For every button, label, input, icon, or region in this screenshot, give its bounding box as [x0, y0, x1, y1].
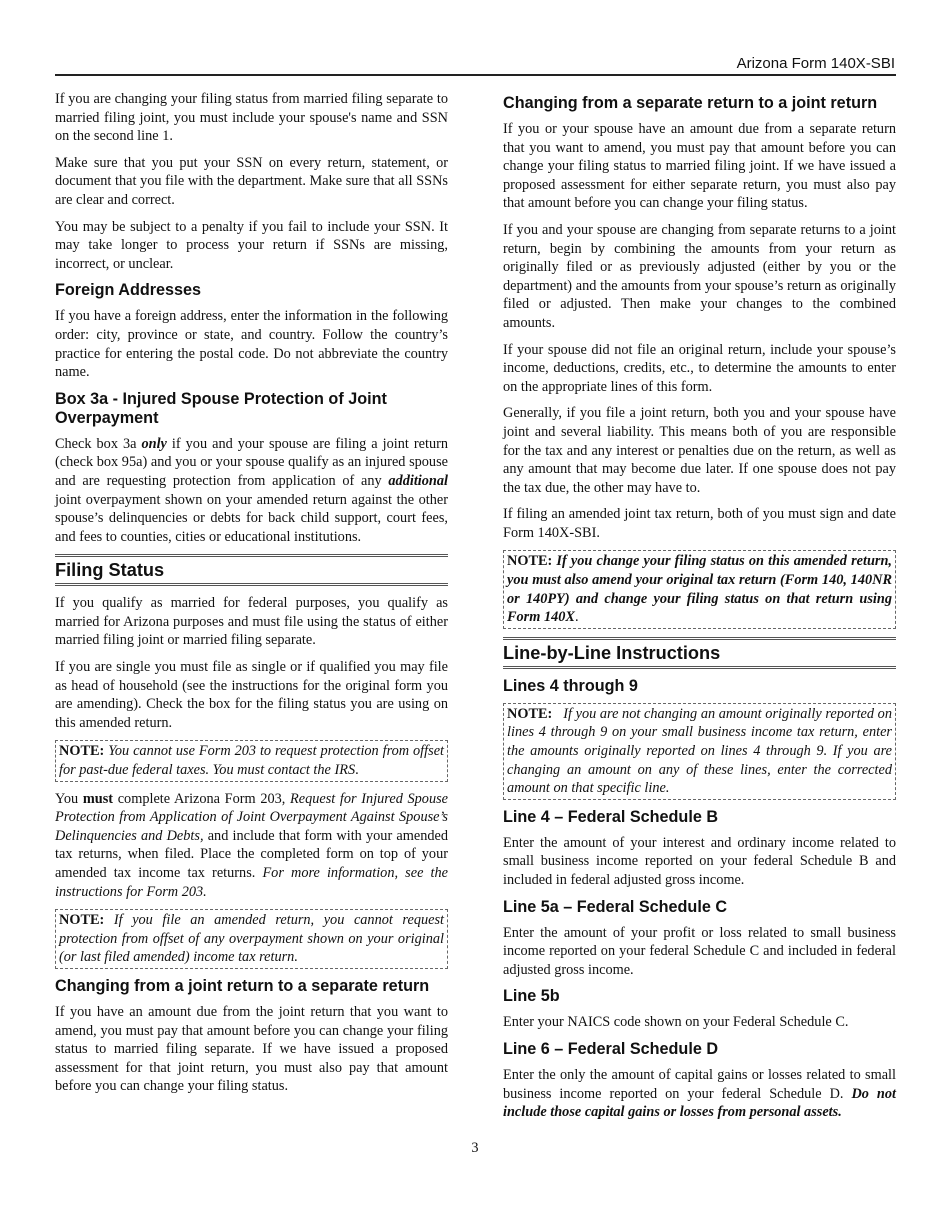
heading-lines-4-through-9: Lines 4 through 9 — [503, 676, 638, 695]
heading-separate-to-joint: Changing from a separate return to a joint return — [503, 94, 878, 112]
paragraph-amount-due: If you or your spouse have an amount due from a separate return that you want to amend, you must pay that amount before you can change your filing status to married filing joint. If we have issued a proposed assessment for either separate return, you must also pay that amount before you can change your filing status. — [503, 121, 896, 212]
note-label: NOTE: — [507, 705, 553, 722]
heading-joint-to-separate: Changing from a joint return to a separate return — [55, 976, 430, 995]
form-header: Arizona Form 140X-SBI — [736, 55, 895, 72]
paragraph-line-4: Enter the amount of your interest and ordinary income related to small business income reported on your federal Schedule B and included in federal adjusted gross income. — [503, 834, 896, 888]
note-label: NOTE: — [59, 912, 105, 929]
heading-foreign-addresses: Foreign Addresses — [55, 281, 202, 300]
paragraph-line-5a: Enter the amount of your profit or loss related to small business income reported on your federal Schedule C and included in federal adjusted gross income. — [503, 924, 896, 978]
paragraph-joint-liability: Generally, if you file a joint return, both you and your spouse have joint and several liability. This means both of you are responsible for the tax and any interest or penalties due on the return, as well as any amount that may become due later. If one spouse does not pay the tax due, the other may have to. — [503, 405, 896, 496]
heading-line-4: Line 4 – Federal Schedule B — [503, 807, 719, 826]
emphasis-only: only — [141, 435, 167, 452]
paragraph-box-3a: Check box 3a only if you and your spouse are filing a joint return (check box 95a) and you or your spouse qualify as an injured spouse and are requesting protection from application of any additional joint overpayment shown on your amended return against the other spouse’s delinquencies or debts for back child support, court fees, and fees to counties, cities or educational institutions. — [55, 435, 449, 545]
paragraph-form-203: You must complete Arizona Form 203, Request for Injured Spouse Protection from Application of Joint Overpayment Against Spouse’s Delinquencies and Debts, and include that form with your amended tax returns, when filed. Place the completed form on top of your amended tax income tax returns. For more information, see the instructions for Form 203. — [55, 790, 449, 900]
note-label: NOTE: — [507, 553, 553, 570]
heading-filing-status: Filing Status — [55, 554, 448, 586]
header-rule — [55, 74, 896, 76]
paragraph-combining-amounts: If you and your spouse are changing from separate returns to a joint return, begin by combining the amounts from your return as originally filed or as previously adjusted (either by you or the department) and the amounts from your spouse’s return as originally filed or adjusted. Then make your changes to the combined amounts. — [503, 221, 896, 331]
heading-line-by-line: Line-by-Line Instructions — [503, 637, 896, 669]
paragraph-no-original-return: If your spouse did not file an original return, include your spouse’s income, deductions, credits, etc., to determine the amounts to enter on the appropriate lines of this form. — [503, 341, 896, 395]
paragraph-ssn-every-return: Make sure that you put your SSN on every return, statement, or document that you file with the department. Make sure that all SSNs are clear and correct. — [55, 154, 448, 208]
paragraph-ssn-penalty: You may be subject to a penalty if you fail to include your SSN. It may take longer to process your return if SSNs are missing, incorrect, or unclear. — [55, 218, 448, 272]
note-amended-offset: NOTE: If you file an amended return, you cannot request protection from offset of any overpayment shown on your original (or last filed amended) income tax return. — [55, 909, 448, 969]
note-lines-4-through-9: NOTE: If you are not changing an amount originally reported on lines 4 through 9 on your small business income tax return, enter the amounts originally reported on lines 4 through 9. If you are changing an amount on any of these lines, enter the corrected amount on that specific line. — [503, 703, 896, 800]
paragraph-filing-joint: If you are changing your filing status from married filing separate to married filing joint, you must include your spouse's name and SSN on the second line 1. — [55, 91, 448, 145]
heading-line-6: Line 6 – Federal Schedule D — [503, 1039, 719, 1058]
paragraph-sign-and-date: If filing an amended joint tax return, both of you must sign and date Form 140X-SBI. — [503, 506, 896, 541]
note-label: NOTE: — [59, 743, 105, 760]
emphasis-additional: additional — [388, 472, 448, 489]
paragraph-line-6: Enter the only the amount of capital gains or losses related to small business income reported on your federal Schedule D. Do not include those capital gains or losses from personal assets. — [503, 1066, 897, 1121]
page-number: 3 — [471, 1140, 479, 1156]
form-203-title: Request for Injured Spouse Protection from Application of Joint Overpayment Against Spouse’s Delinquencies and Debts, — [55, 790, 449, 844]
paragraph-joint-to-separate: If you have an amount due from the joint return that you want to amend, you must pay that amount before you can change your filing status to married filing separate. If we have issued a proposed assessment for that joint return, you must also pay that amount before you can change your filing status. — [55, 1003, 448, 1095]
paragraph-foreign-addresses: If you have a foreign address, enter the information in the following order: city, province or state, and country. Follow the country’s practice for entering the postal code. Do not abbreviate the country name. — [55, 308, 448, 381]
paragraph-single: If you are single you must file as single or if qualified you may file as head of household (see the instructions for the original form you are amending). Check the box for the filing status you are using on this amended return. — [55, 659, 448, 731]
note-form-203-federal: NOTE: You cannot use Form 203 to request protection from offset for past-due federal taxes. You must contact the IRS. — [55, 740, 448, 781]
note-change-filing-status: NOTE: If you change your filing status on this amended return, you must also amend your original tax return (Form 140, 140NR or 140PY) and change your filing status on that return using Form 140X. — [503, 550, 896, 628]
left-column — [55, 90, 448, 1104]
right-column — [503, 94, 896, 1130]
paragraph-married-qualify: If you qualify as married for federal purposes, you qualify as married for Arizona purposes and must file using the status of either married filing joint or married filing separate. — [55, 595, 448, 649]
heading-box-3a: Box 3a - Injured Spouse Protection of Joint Overpayment — [55, 389, 387, 427]
heading-line-5b: Line 5b — [503, 987, 560, 1006]
line-6-warning: Do not include those capital gains or losses from personal assets. — [503, 1085, 897, 1121]
paragraph-line-5b: Enter your NAICS code shown on your Federal Schedule C. — [503, 1014, 849, 1031]
heading-line-5a: Line 5a – Federal Schedule C — [503, 897, 728, 916]
